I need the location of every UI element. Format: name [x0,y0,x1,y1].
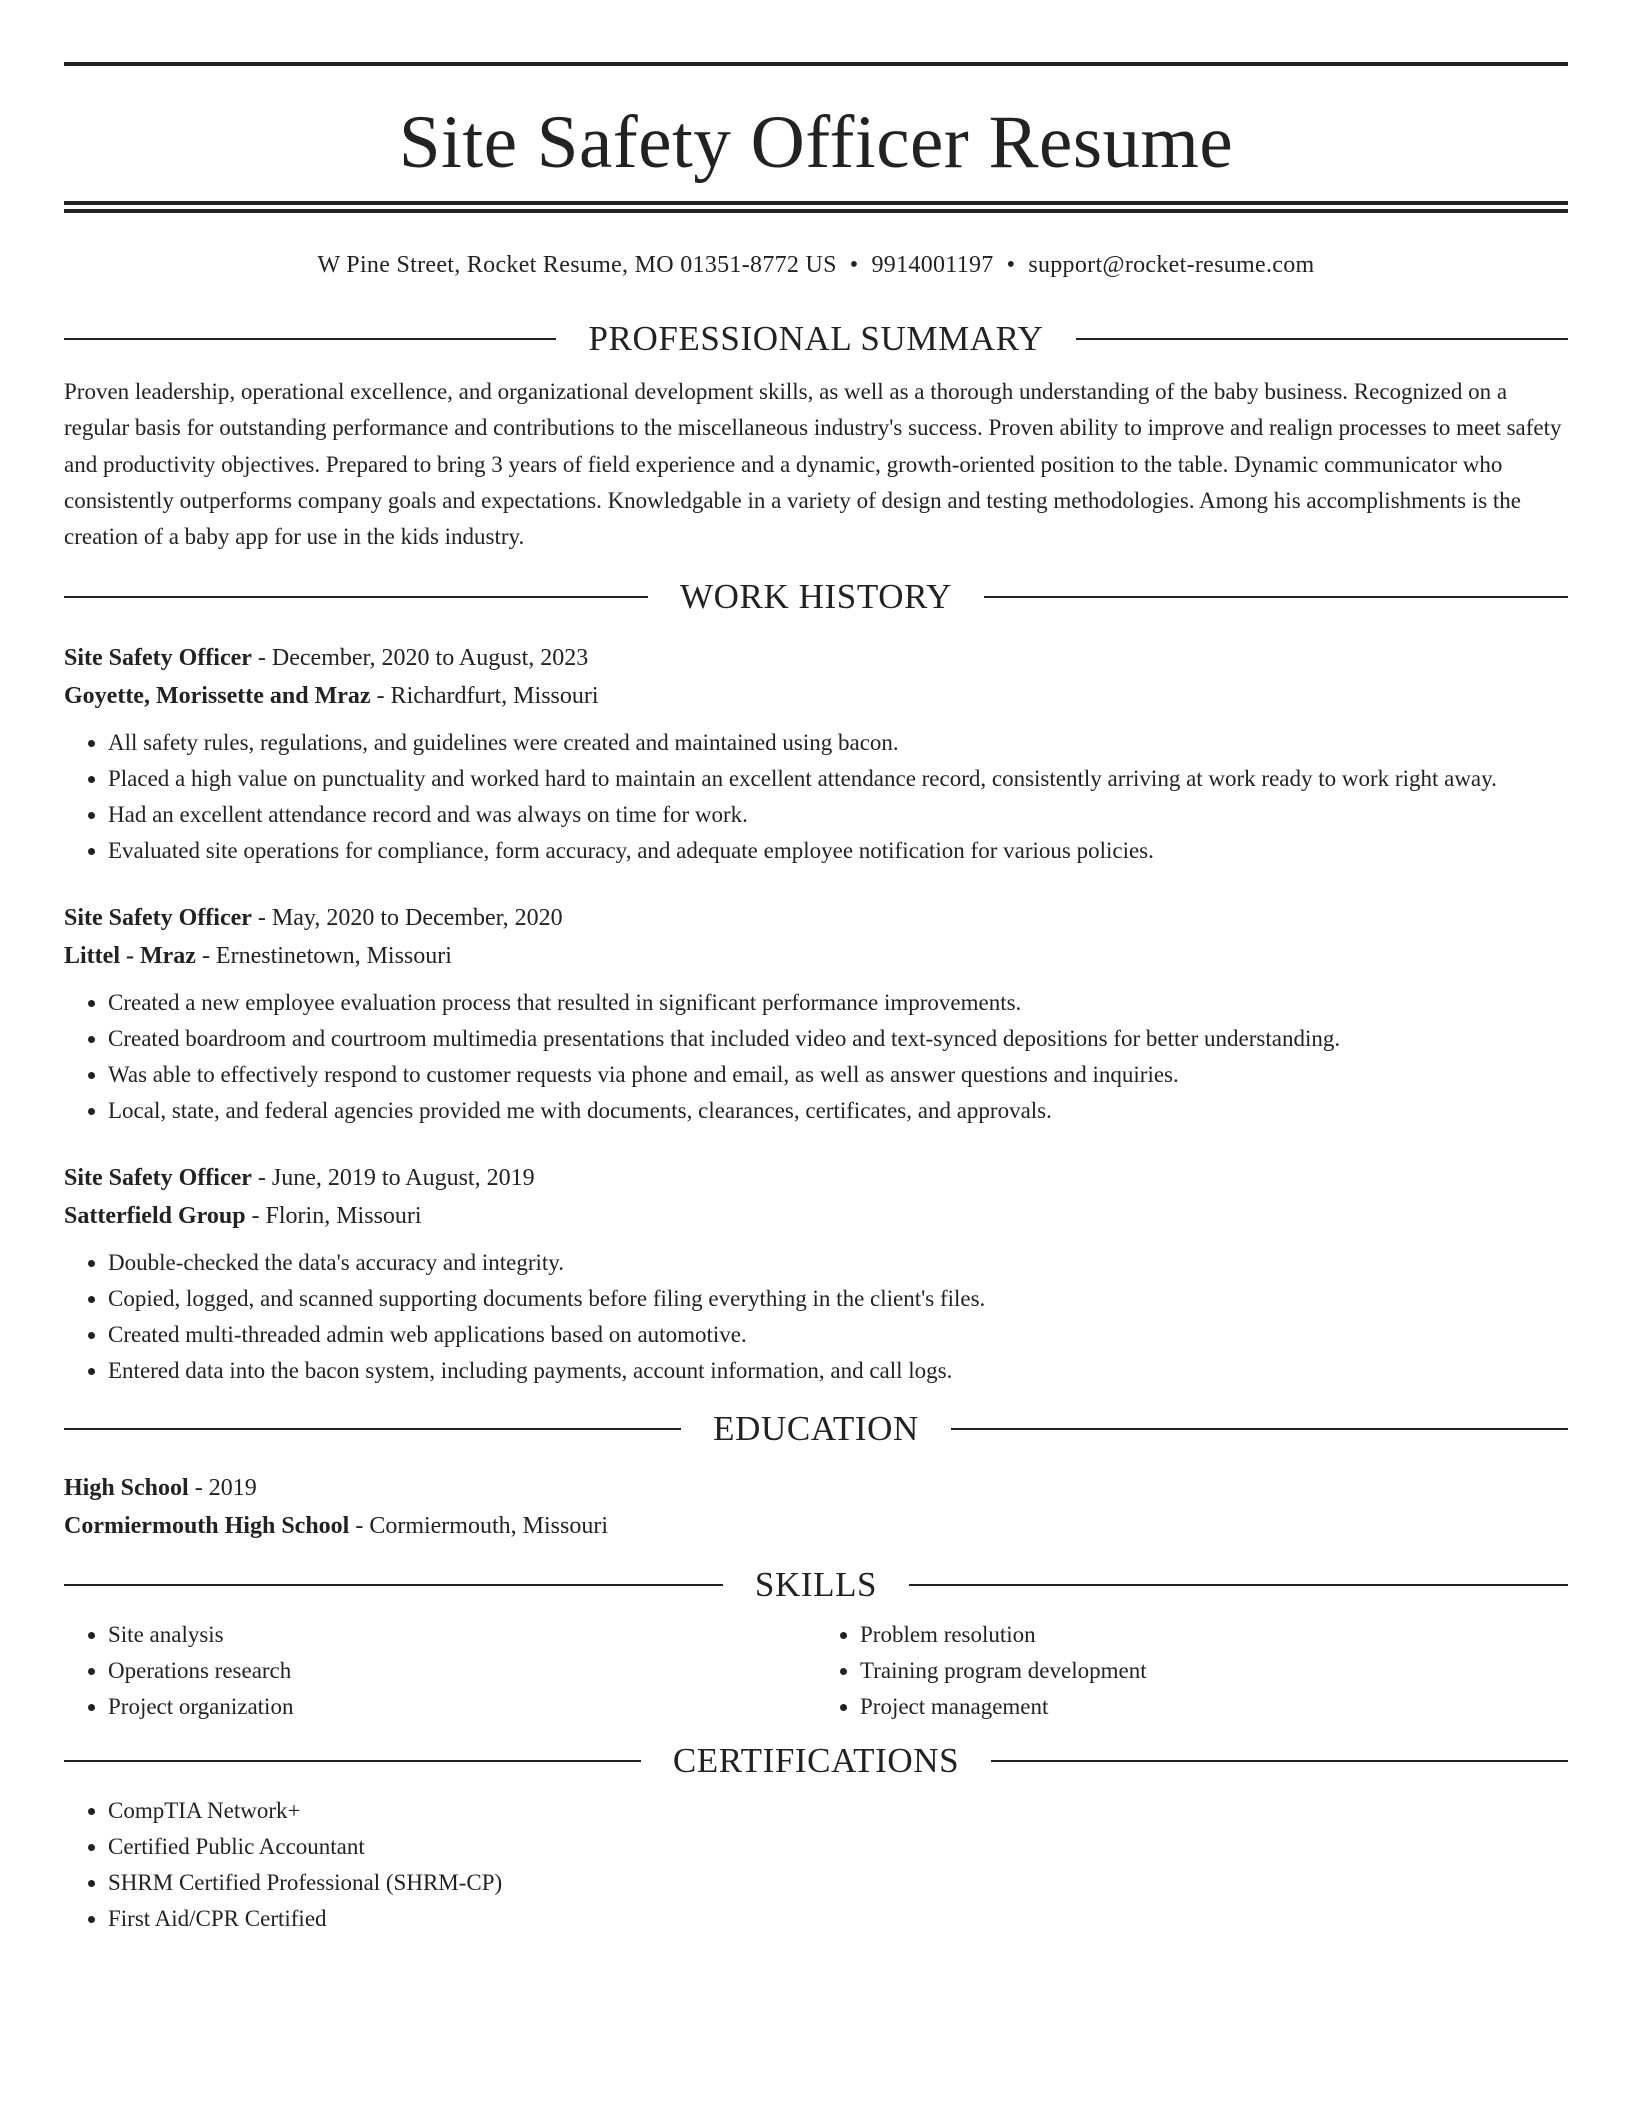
section-header-summary [64,319,1568,359]
job-location: - Ernestinetown, Missouri [195,943,452,970]
work-entry [64,639,1568,869]
job-bullet: • Entered data into the bacon system, including payments, account information, and call logs. [108,1353,1568,1389]
job-title-line [64,639,1568,677]
job-company-line [64,1197,1568,1235]
job-dates: - May, 2020 to December, 2020 [251,905,563,932]
skills-column-right [816,1617,1568,1725]
education-degree: High School [64,1475,189,1502]
skill-item: • Site analysis [108,1617,816,1653]
education-entry [64,1469,1568,1545]
job-bullet: • Was able to effectively respond to customer requests via phone and email, as well as answer questions and inquiries. [108,1057,1568,1093]
contact-email: support@rocket-resume.com [1028,252,1315,278]
work-history-list [64,639,1568,1389]
job-company: Goyette, Morissette and Mraz [64,683,371,710]
job-bullet: • Copied, logged, and scanned supporting documents before filing everything in the client's files. [108,1281,1568,1317]
divider [984,596,1568,598]
section-header-work-history [64,577,1568,617]
job-title: Site Safety Officer [64,1165,252,1192]
job-title-line [64,899,1568,937]
job-bullets [64,1245,1568,1389]
skill-item: • Project organization [108,1689,816,1725]
job-title-line [64,1159,1568,1197]
job-dates: - December, 2020 to August, 2023 [251,645,589,672]
contact-address: W Pine Street, Rocket Resume, MO 01351-8772 US [317,252,837,278]
section-title: CERTIFICATIONS [672,1741,960,1781]
contact-separator: • [1006,252,1016,278]
certification-item: • Certified Public Accountant [108,1829,1568,1865]
job-bullet: • Had an excellent attendance record and was always on time for work. [108,797,1568,833]
certification-item: • CompTIA Network+ [108,1793,1568,1829]
certifications-list [64,1793,1568,1937]
skills-column-left [64,1617,816,1725]
contact-phone: 9914001197 [871,252,994,278]
section-title: SKILLS [754,1565,878,1605]
contact-line [64,247,1568,283]
education-year: - 2019 [188,1475,257,1502]
divider [64,338,556,340]
skill-item: • Project management [860,1689,1568,1725]
certification-item: • First Aid/CPR Certified [108,1901,1568,1937]
certification-item: • SHRM Certified Professional (SHRM-CP) [108,1865,1568,1901]
job-company-line [64,937,1568,975]
skill-item: • Training program development [860,1653,1568,1689]
job-bullet: • All safety rules, regulations, and guidelines were created and maintained using bacon. [108,725,1568,761]
job-bullet: • Created boardroom and courtroom multimedia presentations that included video and text-synced depositions for better understanding. [108,1021,1568,1057]
job-bullet: • Double-checked the data's accuracy and integrity. [108,1245,1568,1281]
page-title: Site Safety Officer Resume [398,101,1234,184]
job-location: - Richardfurt, Missouri [370,683,599,710]
job-bullet: • Evaluated site operations for compliance, form accuracy, and adequate employee notification for various policies. [108,833,1568,869]
job-company: Littel - Mraz [64,943,196,970]
section-title: EDUCATION [713,1409,919,1449]
work-entry [64,1159,1568,1389]
job-bullet: • Created a new employee evaluation process that resulted in significant performance improvements. [108,985,1568,1021]
top-rule [64,62,1568,66]
skill-item: • Problem resolution [860,1617,1568,1653]
divider [1076,338,1568,340]
contact-separator: • [849,252,859,278]
job-bullet: • Placed a high value on punctuality and worked hard to maintain an excellent attendance record, consistently arriving at work ready to work right away. [108,761,1568,797]
resume-page [64,62,1568,1937]
divider [951,1428,1568,1430]
divider [64,1584,723,1586]
section-title: WORK HISTORY [680,577,952,617]
skill-item: • Operations research [108,1653,816,1689]
job-bullet: • Created multi-threaded admin web applications based on automotive. [108,1317,1568,1353]
education-school-line [64,1507,1568,1545]
skills-grid [64,1617,1568,1725]
education-degree-line [64,1469,1568,1507]
job-title: Site Safety Officer [64,645,252,672]
divider [909,1584,1568,1586]
job-bullets [64,985,1568,1129]
section-header-education [64,1409,1568,1449]
job-company: Satterfield Group [64,1203,246,1230]
section-title: PROFESSIONAL SUMMARY [588,319,1044,358]
job-title: Site Safety Officer [64,905,252,932]
job-company-line [64,677,1568,715]
education-location: - Cormiermouth, Missouri [349,1513,608,1540]
work-entry [64,899,1568,1129]
divider [64,596,648,598]
section-header-skills [64,1565,1568,1605]
section-header-certifications [64,1741,1568,1781]
title-double-rule [64,201,1568,213]
summary-paragraph: Proven leadership, operational excellence, and organizational development skills, as well as a thorough understanding of the baby business. Recognized on a regular basis for outstanding performance and contributions to the miscellaneous industry's success. Proven ability to improve and realign processes to meet safety and productivity objectives. Prepared to bring 3 years of field experience and a dynamic, growth-oriented position to the table. Dynamic communicator who consistently outperforms company goals and expectations. Knowledgable in a variety of design and testing methodologies. Among his accomplishments is the creation of a baby app for use in the kids industry. [64,379,1562,550]
education-school: Cormiermouth High School [64,1513,350,1540]
divider [991,1760,1568,1762]
job-bullet: • Local, state, and federal agencies provided me with documents, clearances, certificates, and approvals. [108,1093,1568,1129]
divider [64,1760,641,1762]
divider [64,1428,681,1430]
job-bullets [64,725,1568,869]
job-dates: - June, 2019 to August, 2019 [251,1165,535,1192]
job-location: - Florin, Missouri [245,1203,422,1230]
